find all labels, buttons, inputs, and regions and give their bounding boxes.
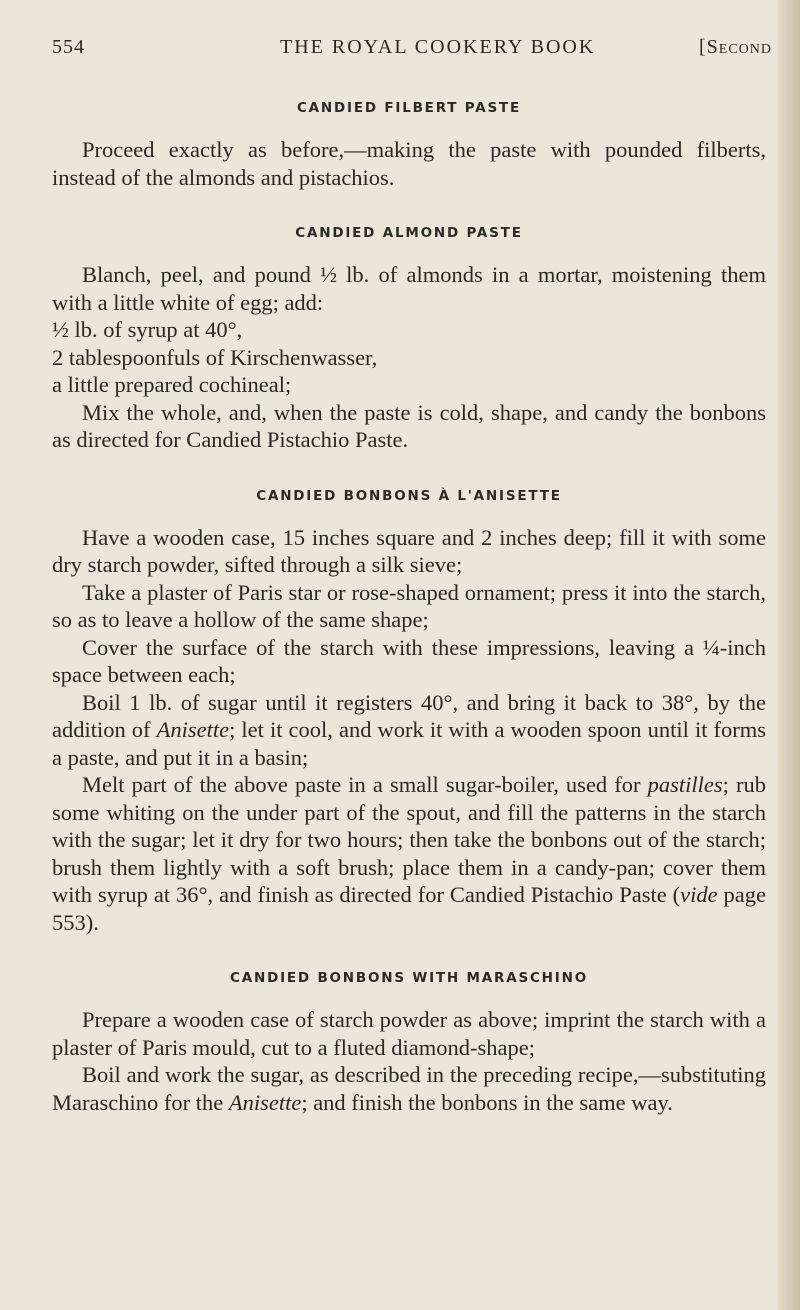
text-run: ; let it cool, and work it with a wooden spoon until it forms a paste, and put it in a basin; <box>52 717 766 770</box>
text-run: Boil 1 lb. of sugar until it registers 40°, and bring it back to 38°, by the addition of <box>52 689 766 742</box>
text-run: ; rub some whiting on the under part of the spout, and fill the patterns in the starch with the sugar; let it dry for two hours; then take the bonbons out of the starch; brush them lightly with a soft brush; place them in a candy-pan; cover them with syrup at 36°, and finish as directed for Candied Pistachio Paste ( <box>52 772 766 907</box>
book-title: THE ROYAL COOKERY BOOK <box>280 36 596 58</box>
italic-term: vide <box>680 882 718 907</box>
section-heading: CANDIED BONBONS WITH MARASCHINO <box>230 970 588 986</box>
page-number: 554 <box>52 36 85 58</box>
page-edge-shadow <box>778 0 800 1310</box>
section-heading: CANDIED ALMOND PASTE <box>295 225 523 241</box>
running-head <box>52 36 772 66</box>
ingredient-line: 2 tablespoonfuls of Kirschenwasser, <box>52 344 378 370</box>
page-body <box>52 100 766 1116</box>
paragraph <box>52 771 766 936</box>
italic-term: Anisette <box>228 1089 302 1115</box>
paragraph: Take a plaster of Paris star or rose-shaped ornament; press it into the starch, so as to leave a hollow of the same shape; <box>52 579 766 632</box>
section-heading: CANDIED FILBERT PASTE <box>296 100 522 116</box>
ingredient-line: a little prepared cochineal; <box>52 372 292 397</box>
paragraph: Cover the surface of the starch with these impressions, leaving a ¼-inch space between each; <box>52 634 766 687</box>
paragraph <box>52 689 766 772</box>
text-run: page 553). <box>52 882 766 935</box>
text-run: Melt part of the above paste in a small sugar-boiler, used for <box>82 772 648 797</box>
ingredient-line: ½ lb. of syrup at 40°, <box>52 317 243 342</box>
paragraph: Blanch, peel, and pound ½ lb. of almonds in a mortar, moistening them with a little white of egg; add: <box>52 262 766 315</box>
paragraph: Proceed exactly as before,—making the paste with pounded filberts, instead of the almonds and pistachios. <box>52 137 766 190</box>
section-heading: CANDIED BONBONS À L'ANISETTE <box>256 487 562 504</box>
paragraph <box>52 1061 766 1116</box>
italic-term: Anisette <box>156 717 230 742</box>
paragraph: Mix the whole, and, when the paste is cold, shape, and candy the bonbons as directed for Candied Pistachio Paste. <box>52 399 766 452</box>
section-marker: [Second <box>698 36 772 58</box>
text-run: Boil and work the sugar, as described in the preceding recipe,—substituting Maraschino for the <box>52 1062 766 1115</box>
text-run: ; and finish the bonbons in the same way. <box>301 1089 673 1115</box>
paragraph: Prepare a wooden case of starch powder as above; imprint the starch with a plaster of Paris mould, cut to a fluted diamond-shape; <box>52 1007 766 1060</box>
italic-term: pastilles <box>647 772 723 797</box>
paragraph: Have a wooden case, 15 inches square and 2 inches deep; fill it with some dry starch powder, sifted through a silk sieve; <box>52 524 766 577</box>
